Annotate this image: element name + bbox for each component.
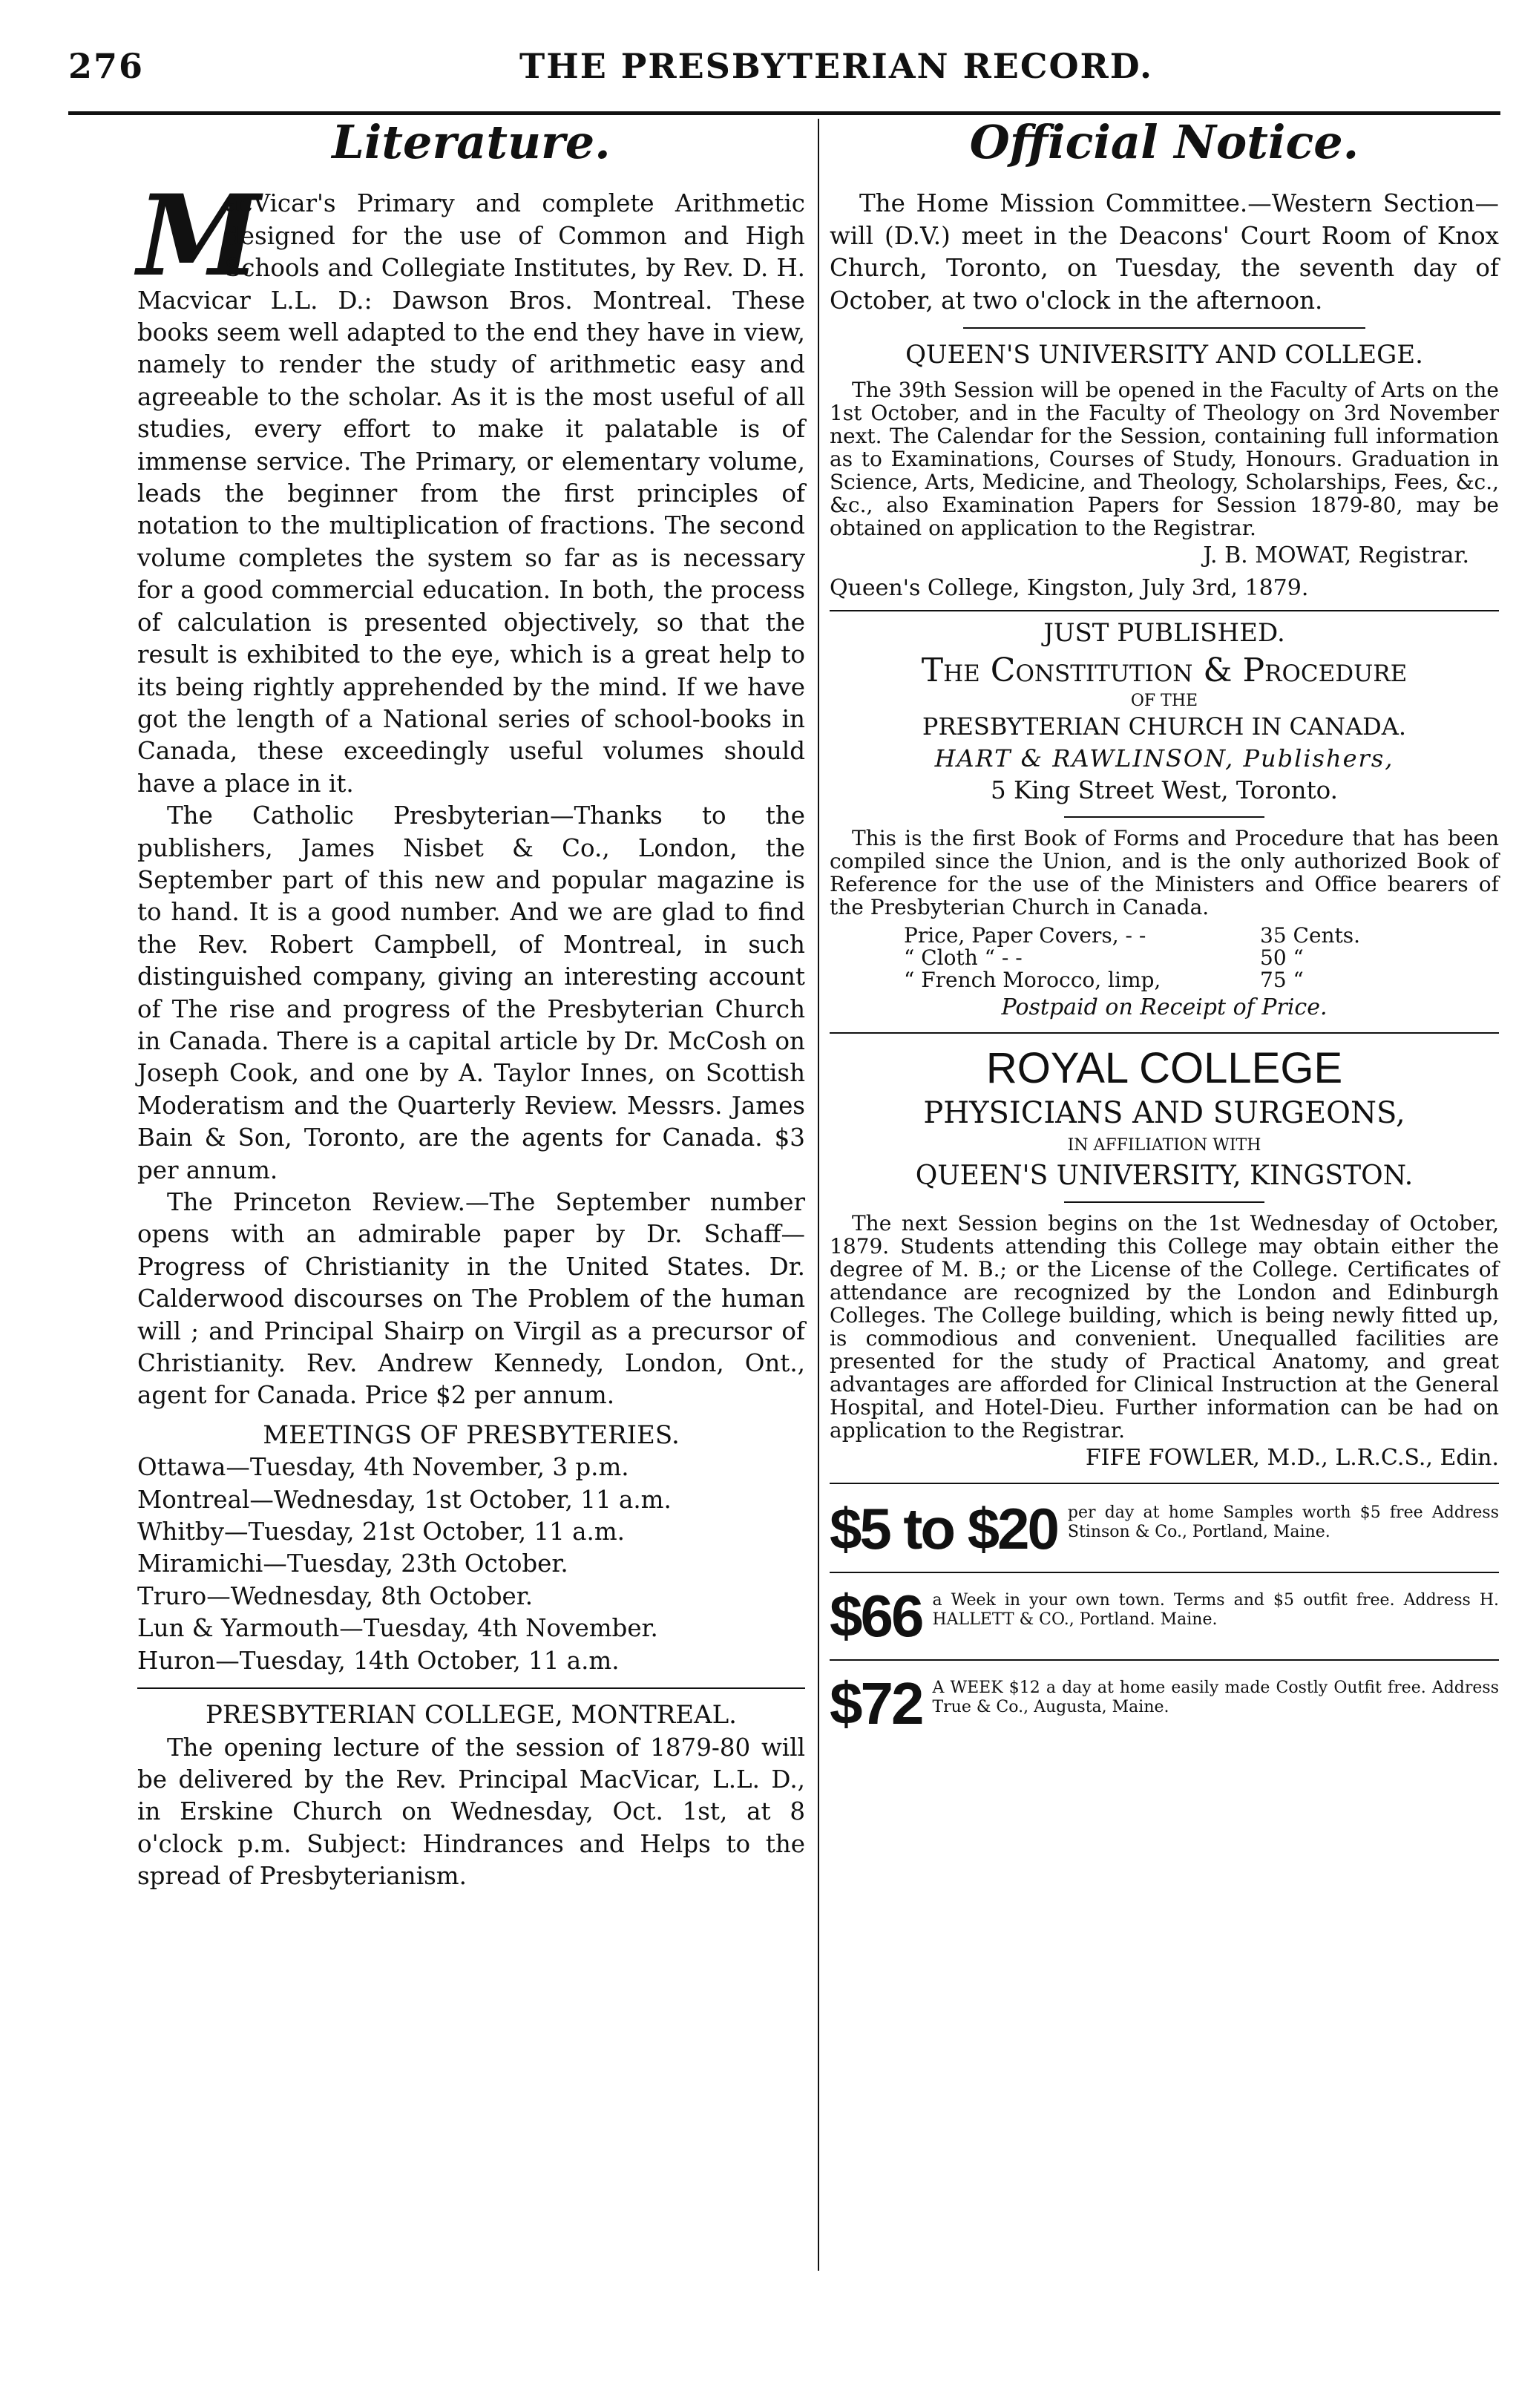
price-label: “ Cloth “ - -	[904, 945, 1023, 970]
just-published: JUST PUBLISHED.	[1043, 618, 1285, 649]
book-of-the: OF THE	[1130, 691, 1198, 710]
running-title: THE PRESBYTERIAN RECORD.	[519, 46, 1154, 86]
publishers: HART & RAWLINSON, Publishers,	[934, 744, 1394, 773]
drop-cap: M	[137, 171, 261, 302]
queens-sign: J. B. MOWAT, Registrar.	[1203, 542, 1469, 569]
literature-heading: Literature.	[332, 115, 611, 169]
price-label: “ French Morocco, limp,	[904, 967, 1161, 992]
royal-sign: FIFE FOWLER, M.D., L.R.C.S., Edin.	[1085, 1444, 1499, 1471]
ad-72	[830, 1668, 1499, 1739]
royal-subtitle: PHYSICIANS AND SURGEONS,	[923, 1096, 1405, 1131]
review-catholic-presbyterian: The Catholic Presbyterian—Thanks to the publishers, James Nisbet & Co., London, the September part of this new and popular magazine is to hand. It is a good number. And we are glad to find the Rev. Robert Campbell, of Montreal, in such distinguished company, giving an interesting account of The rise and progress of the Presbyterian Church in Canada. There is a capital article by Dr. McCosh on Joseph Cook, and one by A. Taylor Innes, on Scottish Moderatism and the Quarterly Review. Messrs. James Bain & Son, Toronto, are the agents for Canada. $3 per annum.	[137, 801, 805, 1184]
meeting-item: Miramichi—Tuesday, 23th October.	[137, 1549, 568, 1578]
price-row	[904, 947, 1499, 969]
price-row	[904, 969, 1499, 991]
meeting-item: Whitby—Tuesday, 21st October, 11 a.m.	[137, 1518, 625, 1546]
section-rule	[830, 1032, 1499, 1034]
ad-amount: $5 to $20	[830, 1496, 1057, 1562]
price-label: Price, Paper Covers, - -	[904, 922, 1146, 948]
section-rule	[963, 327, 1365, 329]
mission-notice: The Home Mission Committee.—Western Section—will (D.V.) meet in the Deacons' Court Room of Knox Church, Toronto, on Tuesday, the seventh day of October, at two o'clock in the afternoon.	[830, 189, 1499, 315]
queens-title: QUEEN'S UNIVERSITY AND COLLEGE.	[905, 340, 1423, 370]
royal-affiliation: IN AFFILIATION WITH	[1067, 1136, 1261, 1155]
meeting-item: Ottawa—Tuesday, 4th November, 3 p.m.	[137, 1453, 629, 1482]
ad-66	[830, 1581, 1499, 1652]
review-macvicar-text: acVicar's Primary and complete Arithmetic designed for the use of Common and High Schools and Collegiate Institutes, by Rev. D. H. Macvicar L.L. D.: Dawson Bros. Montreal. These books seem well adapted to the end they have in view, namely to render the study of arithmetic easy and agreeable to the scholar. As it is the most useful of all studies, every effort to make it palatable is of immense service. The Primary, or elementary volume, leads the beginner from the first principles of notation to the multiplication of fractions. The second volume completes the system so far as is necessary for a good commercial education. In both, the process of calculation is presented objectively, so that the result is exhibited to the eye, which is a great help to its being rightly apprehended by the mind. If we have got the length of a National series of school-books in Canada, these exceedingly useful volumes should have a place in it.	[137, 189, 805, 798]
book-church: PRESBYTERIAN CHURCH IN CANADA.	[922, 712, 1407, 741]
section-rule	[137, 1687, 805, 1689]
section-rule	[830, 1483, 1499, 1484]
ad-text: a Week in your own town. Terms and $5 outfit free. Address H. HALLETT & CO., Portland. Maine.	[932, 1591, 1499, 1630]
ad-text: per day at home Samples worth $5 free Address Stinson & Co., Portland, Maine.	[1067, 1503, 1499, 1542]
book-text: This is the first Book of Forms and Procedure that has been compiled since the Union, and is the only authorized Book of Reference for the use of the Ministers and Office bearers of the Presbyterian Church in Canada.	[830, 825, 1499, 919]
book-title: The Constitution & Procedure	[921, 651, 1408, 689]
postpaid-note: Postpaid on Receipt of Price.	[1001, 994, 1328, 1020]
section-rule	[830, 1572, 1499, 1573]
queens-text: The 39th Session will be opened in the Faculty of Arts on the 1st October, and in the Faculty of Theology on 3rd November next. The Calendar for the Session, containing full information as to Examinations, Courses of Study, Honours. Graduation in Science, Arts, Medicine, and Theology, Scholarships, Fees, &c., &c., also Examination Papers for Session 1879-80, may be obtained on application to the Registrar.	[830, 378, 1499, 541]
section-rule	[830, 610, 1499, 611]
ad-amount: $66	[830, 1583, 922, 1650]
review-princeton: The Princeton Review.—The September number opens with an admirable paper by Dr. Schaff—Progress of Christianity in the United States. Dr. Calderwood discourses on The Problem of the human will ; and Principal Shairp on Virgil as a precursor of Christianity. Rev. Andrew Kennedy, London, Ont., agent for Canada. Price $2 per annum.	[137, 1188, 805, 1410]
royal-text: The next Session begins on the 1st Wednesday of October, 1879. Students attending this College may obtain either the degree of M. B.; or the License of the College. Certificates of attendance are recognized by the London and Edinburgh Colleges. The College building, which is being newly fitted up, is commodious and convenient. Unequalled facilities are presented for the study of Practical Anatomy, and great advantages are afforded for Clinical Instruction at the General Hospital, and Hotel-Dieu. Further information can be had on application to the Registrar.	[830, 1210, 1499, 1443]
price-value: 50 “	[1260, 945, 1304, 970]
left-column	[137, 115, 805, 1893]
meeting-item: Huron—Tuesday, 14th October, 11 a.m.	[137, 1646, 620, 1675]
price-list	[904, 922, 1499, 992]
queens-date: Queen's College, Kingston, July 3rd, 1879.	[830, 574, 1309, 601]
ad-amount: $72	[830, 1670, 922, 1737]
column-divider	[818, 119, 819, 2271]
official-notice-heading: Official Notice.	[969, 115, 1359, 169]
right-column	[830, 115, 1499, 1739]
college-text: The opening lecture of the session of 1879-80 will be delivered by the Rev. Principal MacVicar, L.L. D., in Erskine Church on Wednesday, Oct. 1st, at 8 o'clock p.m. Subject: Hindrances and Helps to the spread of Presbyterianism.	[137, 1733, 805, 1891]
section-rule	[830, 1659, 1499, 1661]
publishers-address: 5 King Street West, Toronto.	[991, 776, 1338, 805]
price-row	[904, 922, 1499, 948]
ad-text: A WEEK $12 a day at home easily made Costly Outfit free. Address True & Co., Augusta, Maine.	[932, 1679, 1499, 1717]
section-rule	[1064, 816, 1265, 818]
royal-title: ROYAL COLLEGE	[985, 1044, 1343, 1093]
review-macvicar	[137, 171, 805, 800]
section-rule	[1064, 1201, 1265, 1203]
meeting-item: Montreal—Wednesday, 1st October, 11 a.m.	[137, 1485, 672, 1514]
meeting-item: Lun & Yarmouth—Tuesday, 4th November.	[137, 1614, 658, 1643]
meetings-title: MEETINGS OF PRESBYTERIES.	[263, 1420, 680, 1450]
price-value: 35 Cents.	[1260, 922, 1361, 948]
page-number: 276	[68, 46, 145, 86]
royal-university: QUEEN'S UNIVERSITY, KINGSTON.	[915, 1161, 1414, 1192]
college-title: PRESBYTERIAN COLLEGE, MONTREAL.	[206, 1700, 737, 1730]
meeting-item: Truro—Wednesday, 8th October.	[137, 1581, 534, 1610]
price-value: 75 “	[1260, 967, 1304, 992]
meetings-list	[137, 1451, 805, 1677]
ad-5-to-20	[830, 1493, 1499, 1564]
